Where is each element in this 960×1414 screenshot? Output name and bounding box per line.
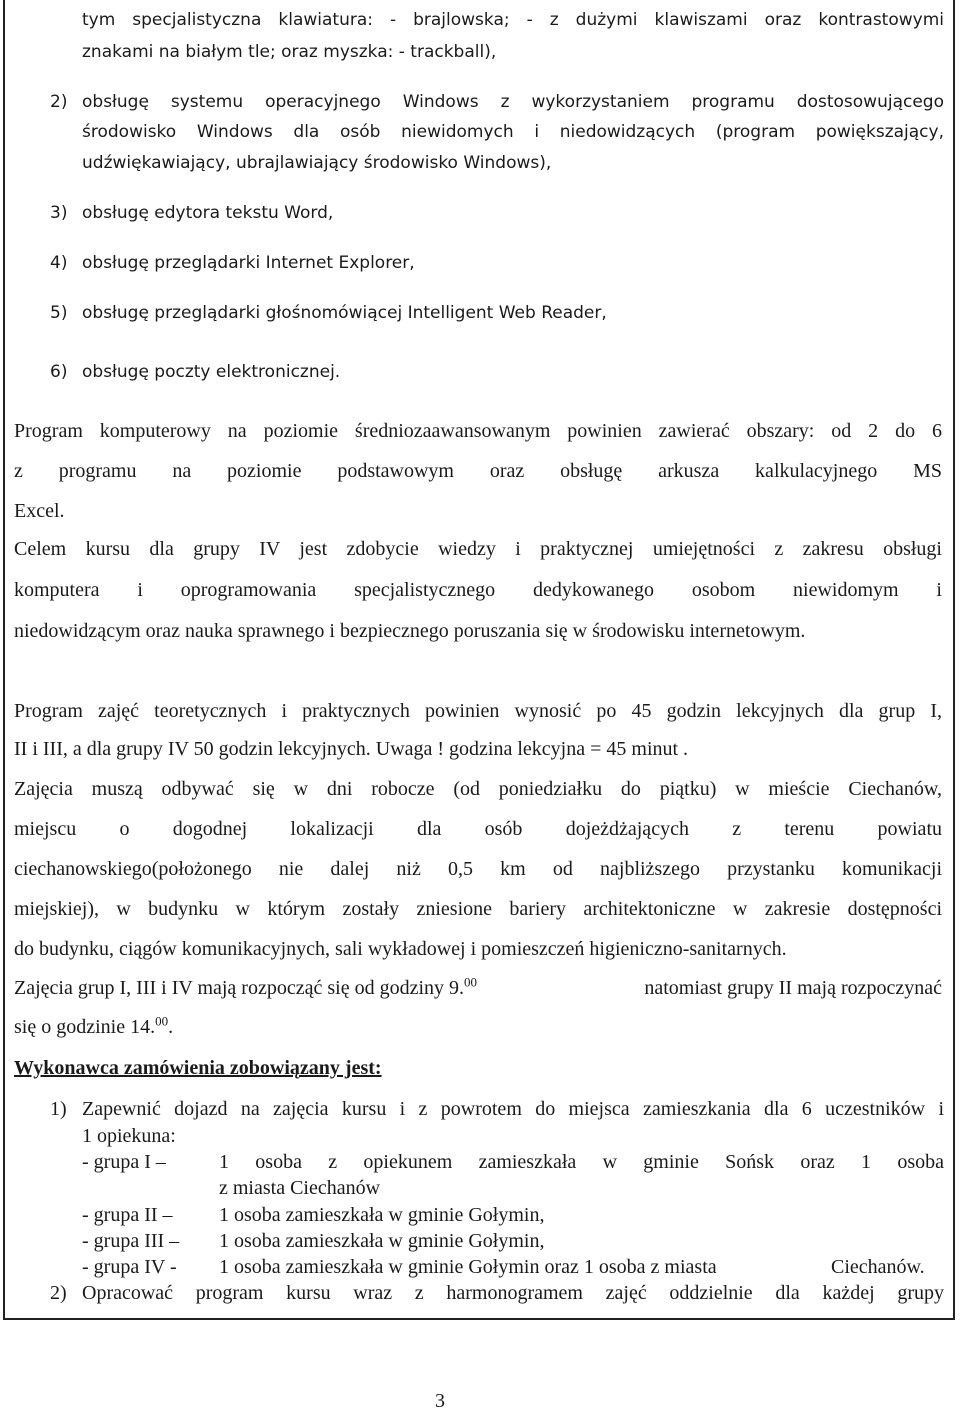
godziny-para-line-1: [14, 974, 942, 1000]
group-text-iv: 1 osoba zamieszkała w gminie Gołymin oraz 1 osoba z miasta: [219, 1256, 717, 1278]
list-item-6-text: obsługę poczty elektronicznej.: [82, 362, 341, 382]
bottom-item-1-line-1: Zapewnić dojazd na zajęcia kursu i z powrotem do miejsca zamieszkania dla 6 uczestników i: [82, 1098, 944, 1120]
godziny-line-1-sup: 00: [464, 974, 477, 990]
intro-line-1-text: tym specjalistyczna klawiatura: - brajlowska; - z dużymi klawiszami oraz kontrastowymi: [82, 10, 944, 30]
godziny-line-2-sup: 00: [155, 1013, 169, 1029]
celem-para-line-3: niedowidzącym oraz nauka sprawnego i bezpiecznego poruszania się w środowisku internetowym.: [14, 620, 806, 642]
list-item-6-num: 6): [50, 362, 68, 382]
group-label-i: - grupa I –: [82, 1151, 166, 1173]
list-item-3-text: obsługę edytora tekstu Word,: [82, 203, 334, 223]
godziny-line-1-start: Zajęcia grup I, III i IV mają rozpocząć się od godziny 9.00: [14, 974, 477, 999]
program-para-line-2: z programu na poziomie podstawowym oraz obsługę arkusza kalkulacyjnego MS: [14, 460, 942, 482]
bottom-item-1-num: 1): [50, 1098, 67, 1120]
list-item-5-num: 5): [50, 303, 68, 323]
wykonawca-heading: Wykonawca zamówienia zobowiązany jest:: [14, 1057, 382, 1079]
list-item-2-num: 2): [50, 92, 68, 112]
page-frame: [3, 0, 955, 1320]
bottom-item-2-line-1: Opracować program kursu wraz z harmonogramem zajęć oddzielnie dla każdej grupy: [82, 1282, 944, 1304]
list-item-4-text: obsługę przeglądarki Internet Explorer,: [82, 253, 415, 273]
zajec-para-line-1: Program zajęć teoretycznych i praktycznych powinien wynosić po 45 godzin lekcyjnych dla grup I,: [14, 700, 942, 722]
group-text-i-cont: z miasta Ciechanów: [219, 1177, 381, 1199]
group-text-ii: 1 osoba zamieszkała w gminie Gołymin,: [219, 1204, 545, 1226]
list-item-2-text: obsługę systemu operacyjnego Windows z wykorzystaniem programu dostosowującego: [82, 92, 944, 112]
group-label-iii: - grupa III –: [82, 1230, 180, 1252]
celem-para-line-1: Celem kursu dla grupy IV jest zdobycie wiedzy i praktycznej umiejętności z zakresu obsługi: [14, 538, 942, 560]
celem-para-line-2: komputera i oprogramowania specjalistycznego dedykowanego osobom niewidomym i: [14, 579, 942, 601]
program-para-line-3: Excel.: [14, 500, 65, 522]
list-item-2-cont-1: środowisko Windows dla osób niewidomych i niedowidzących (program powiększający,: [82, 122, 944, 142]
robocze-para-line-2: miejscu o dogodnej lokalizacji dla osób dojeżdżających z terenu powiatu: [14, 818, 942, 840]
godziny-line-2-end: .: [168, 1016, 174, 1038]
list-item-4-num: 4): [50, 253, 68, 273]
godziny-line-1-end: natomiast grupy II mają rozpoczynać: [644, 977, 942, 999]
group-text-iv-tail: Ciechanów.: [831, 1256, 925, 1278]
bottom-item-1-line-2: 1 opiekuna:: [82, 1125, 176, 1147]
group-text-iii: 1 osoba zamieszkała w gminie Gołymin,: [219, 1230, 545, 1252]
godziny-para-line-2: [14, 1013, 174, 1039]
group-text-i: 1 osoba z opiekunem zamieszkała w gminie Sońsk oraz 1 osoba: [219, 1151, 944, 1173]
intro-line-2: znakami na białym tle; oraz myszka: - trackball),: [82, 42, 497, 62]
robocze-para-line-1: Zajęcia muszą odbywać się w dni robocze (od poniedziałku do piątku) w mieście Ciechanów,: [14, 778, 942, 800]
list-item-3-num: 3): [50, 203, 68, 223]
program-para-line-1: Program komputerowy na poziomie średniozaawansowanym powinien zawierać obszary: od 2 do 6: [14, 420, 942, 442]
godziny-line-2-start: się o godzinie 14.: [14, 1016, 156, 1038]
list-item-5-text: obsługę przeglądarki głośnomówiącej Intelligent Web Reader,: [82, 303, 607, 323]
page-number: 3: [435, 1390, 445, 1412]
intro-line-1: [82, 10, 944, 30]
list-item-2-cont-2: udźwiękawiający, ubrajlawiający środowisko Windows),: [82, 153, 552, 173]
zajec-para-line-2: II i III, a dla grupy IV 50 godzin lekcyjnych. Uwaga ! godzina lekcyjna = 45 minut .: [14, 738, 689, 760]
robocze-para-line-4: miejskiej), w budynku w którym zostały zniesione bariery architektoniczne w zakresie dostępności: [14, 898, 942, 920]
group-label-iv: - grupa IV -: [82, 1256, 177, 1278]
bottom-item-2-num: 2): [50, 1282, 67, 1304]
robocze-para-line-3: ciechanowskiego(położonego nie dalej niż 0,5 km od najbliższego przystanku komunikacji: [14, 858, 942, 880]
group-label-ii: - grupa II –: [82, 1204, 173, 1226]
robocze-para-line-5: do budynku, ciągów komunikacyjnych, sali wykładowej i pomieszczeń higieniczno-sanitarnych.: [14, 938, 787, 960]
